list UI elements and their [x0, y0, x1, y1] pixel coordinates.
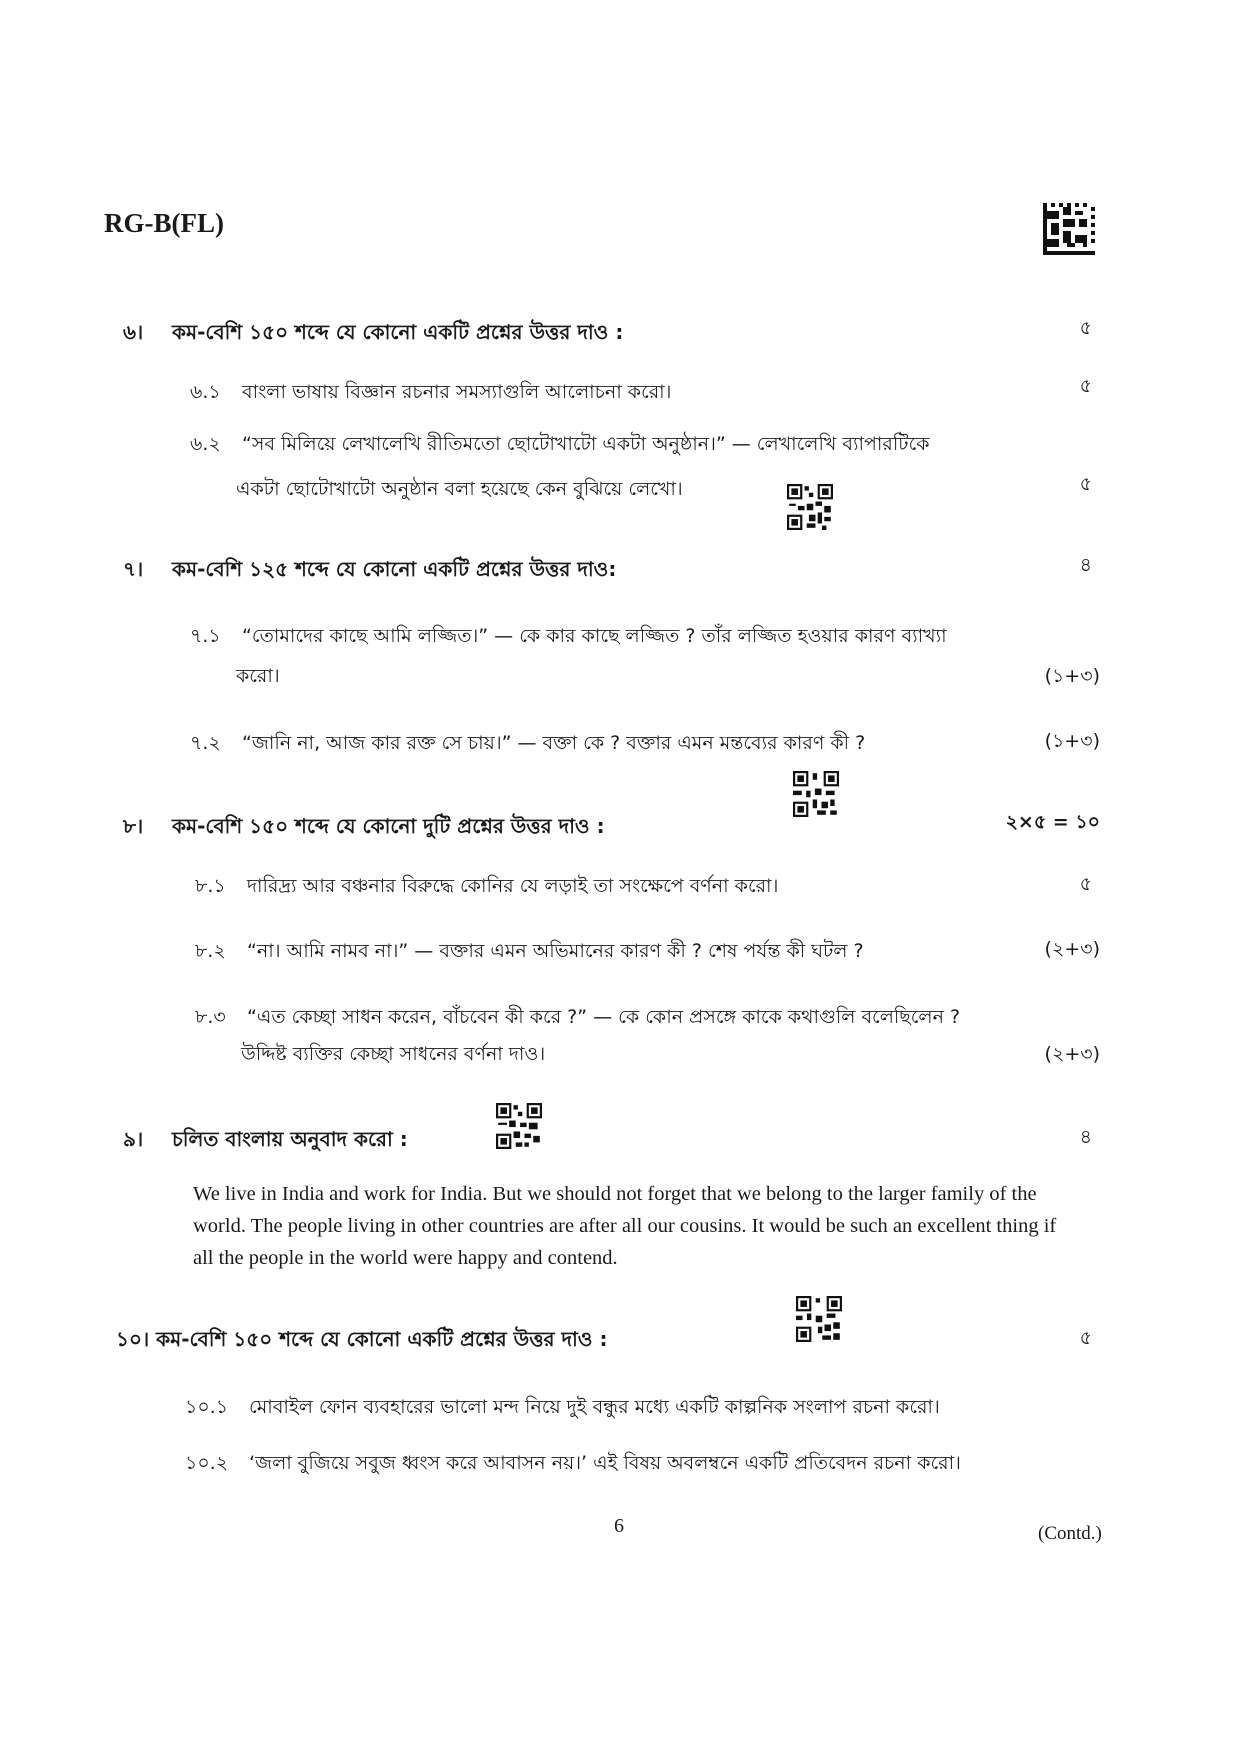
subquestion-8-3: [195, 1003, 960, 1035]
translation-passage: We live in India and work for India. But we should not forget that we belong to the larger family of the world. The people living in other countries are after all our cousins. It would be such an excellent thing if all the people in the world were happy and contend.: [193, 1183, 1057, 1269]
subquestion-text: “এত কেচ্ছা সাধন করেন, বাঁচবেন কী করে ?” — কে কোন প্রসঙ্গে কাকে কথাগুলি বলেছিলেন ?: [247, 1006, 961, 1028]
subquestion-8-1: [195, 872, 778, 904]
question-instruction: কম-বেশি ১৫০ শব্দে যে কোনো দুটি প্রশ্নের উত্তর দাও :: [171, 814, 605, 838]
subquestion-marks: (২+৩): [1044, 938, 1100, 960]
subquestion-6-2: [190, 430, 930, 462]
subquestion-marks: ৫: [1079, 473, 1092, 495]
subquestion-8-2: [195, 937, 864, 969]
question-7-heading: [123, 555, 616, 588]
subquestion-number: ৭.১: [190, 625, 221, 647]
subquestion-text: ‘জলা বুজিয়ে সবুজ ধ্বংস করে আবাসন নয়।’ এই বিষয় অবলম্বনে একটি প্রতিবেদন রচনা করো।: [249, 1452, 961, 1474]
paper-code: RG-B(FL): [104, 208, 224, 238]
question-instruction: কম-বেশি ১৫০ শব্দে যে কোনো একটি প্রশ্নের উত্তর দাও :: [171, 320, 624, 344]
subquestion-number: ৬.১: [190, 381, 221, 403]
subquestion-text: “তোমাদের কাছে আমি লজ্জিত।” — কে কার কাছে লজ্জিত ? তাঁর লজ্জিত হওয়ার কারণ ব্যাখ্যা: [242, 625, 947, 647]
subquestion-number: ১০.১: [185, 1396, 229, 1418]
subquestion-text: “সব মিলিয়ে লেখালেখি রীতিমতো ছোটোখাটো একটা অনুষ্ঠান।” — লেখালেখি ব্যাপারটিকে: [242, 433, 930, 455]
question-number: ১০।: [116, 1327, 150, 1351]
subquestion-text: মোবাইল ফোন ব্যবহারের ভালো মন্দ নিয়ে দুই বন্ধুর মধ্যে একটি কাল্পনিক সংলাপ রচনা করো।: [249, 1396, 940, 1418]
subquestion-text: “জানি না, আজ কার রক্ত সে চায়।” — বক্তা কে ? বক্তার এমন মন্তব্যের কারণ কী ?: [242, 732, 866, 754]
question-instruction: কম-বেশি ১২৫ শব্দে যে কোনো একটি প্রশ্নের উত্তর দাও:: [171, 557, 617, 581]
question-8-heading: [123, 812, 605, 845]
subquestion-marks: (১+৩): [1044, 730, 1100, 752]
qr-code-icon: [796, 1293, 842, 1345]
subquestion-number: ৭.২: [190, 732, 221, 754]
subquestion-number: ৮.৩: [195, 1006, 226, 1028]
question-marks: ৪: [1079, 1126, 1092, 1148]
question-marks: ৫: [1079, 1327, 1092, 1349]
question-instruction: কম-বেশি ১৫০ শব্দে যে কোনো একটি প্রশ্নের উত্তর দাও :: [156, 1327, 608, 1351]
subquestion-text-continued: করো।: [236, 665, 280, 687]
subquestion-number: ১০.২: [185, 1452, 229, 1474]
subquestion-text: “না। আমি নামব না।” — বক্তার এমন অভিমানের কারণ কী ? শেষ পর্যন্ত কী ঘটল ?: [247, 940, 864, 962]
question-10-heading: [116, 1325, 607, 1358]
question-9-heading: [123, 1125, 408, 1158]
question-6-heading: [123, 318, 623, 351]
subquestion-7-2: [190, 729, 865, 761]
qr-code-icon: [793, 768, 839, 820]
subquestion-6-1: [190, 378, 671, 410]
question-marks: ৫: [1079, 317, 1092, 339]
subquestion-marks: ৫: [1079, 375, 1092, 397]
subquestion-text: বাংলা ভাষায় বিজ্ঞান রচনার সমস্যাগুলি আলোচনা করো।: [242, 381, 672, 403]
question-number: ৭।: [123, 557, 144, 581]
question-marks: ২×৫ = ১০: [1005, 811, 1100, 833]
subquestion-marks: (২+৩): [1044, 1043, 1100, 1065]
qr-code-icon: [496, 1100, 542, 1152]
subquestion-text-continued: উদ্দিষ্ট ব্যক্তির কেচ্ছা সাধনের বর্ণনা দাও।: [241, 1043, 546, 1065]
question-number: ৬।: [123, 320, 144, 344]
subquestion-7-1: [190, 622, 947, 654]
subquestion-10-1: [185, 1393, 940, 1425]
subquestion-10-2: [185, 1449, 961, 1481]
subquestion-marks: (১+৩): [1044, 665, 1100, 687]
page-number: 6: [614, 1515, 624, 1537]
subquestion-number: ৬.২: [190, 433, 221, 455]
data-matrix-code-icon: [1043, 203, 1095, 255]
qr-code-icon: [787, 481, 833, 533]
subquestion-text: দারিদ্র্য আর বঞ্চনার বিরুদ্ধে কোনির যে লড়াই তা সংক্ষেপে বর্ণনা করো।: [247, 875, 779, 897]
subquestion-number: ৮.১: [195, 875, 226, 897]
question-marks: ৪: [1079, 554, 1092, 576]
question-instruction: চলিত বাংলায় অনুবাদ করো :: [171, 1127, 408, 1151]
question-number: ৯।: [123, 1127, 144, 1151]
subquestion-marks: ৫: [1079, 873, 1092, 895]
subquestion-number: ৮.২: [195, 940, 226, 962]
continued-label: (Contd.): [1038, 1523, 1102, 1544]
subquestion-text-continued: একটা ছোটোখাটো অনুষ্ঠান বলা হয়েছে কেন বুঝিয়ে লেখো।: [236, 478, 683, 500]
question-number: ৮।: [123, 814, 144, 838]
